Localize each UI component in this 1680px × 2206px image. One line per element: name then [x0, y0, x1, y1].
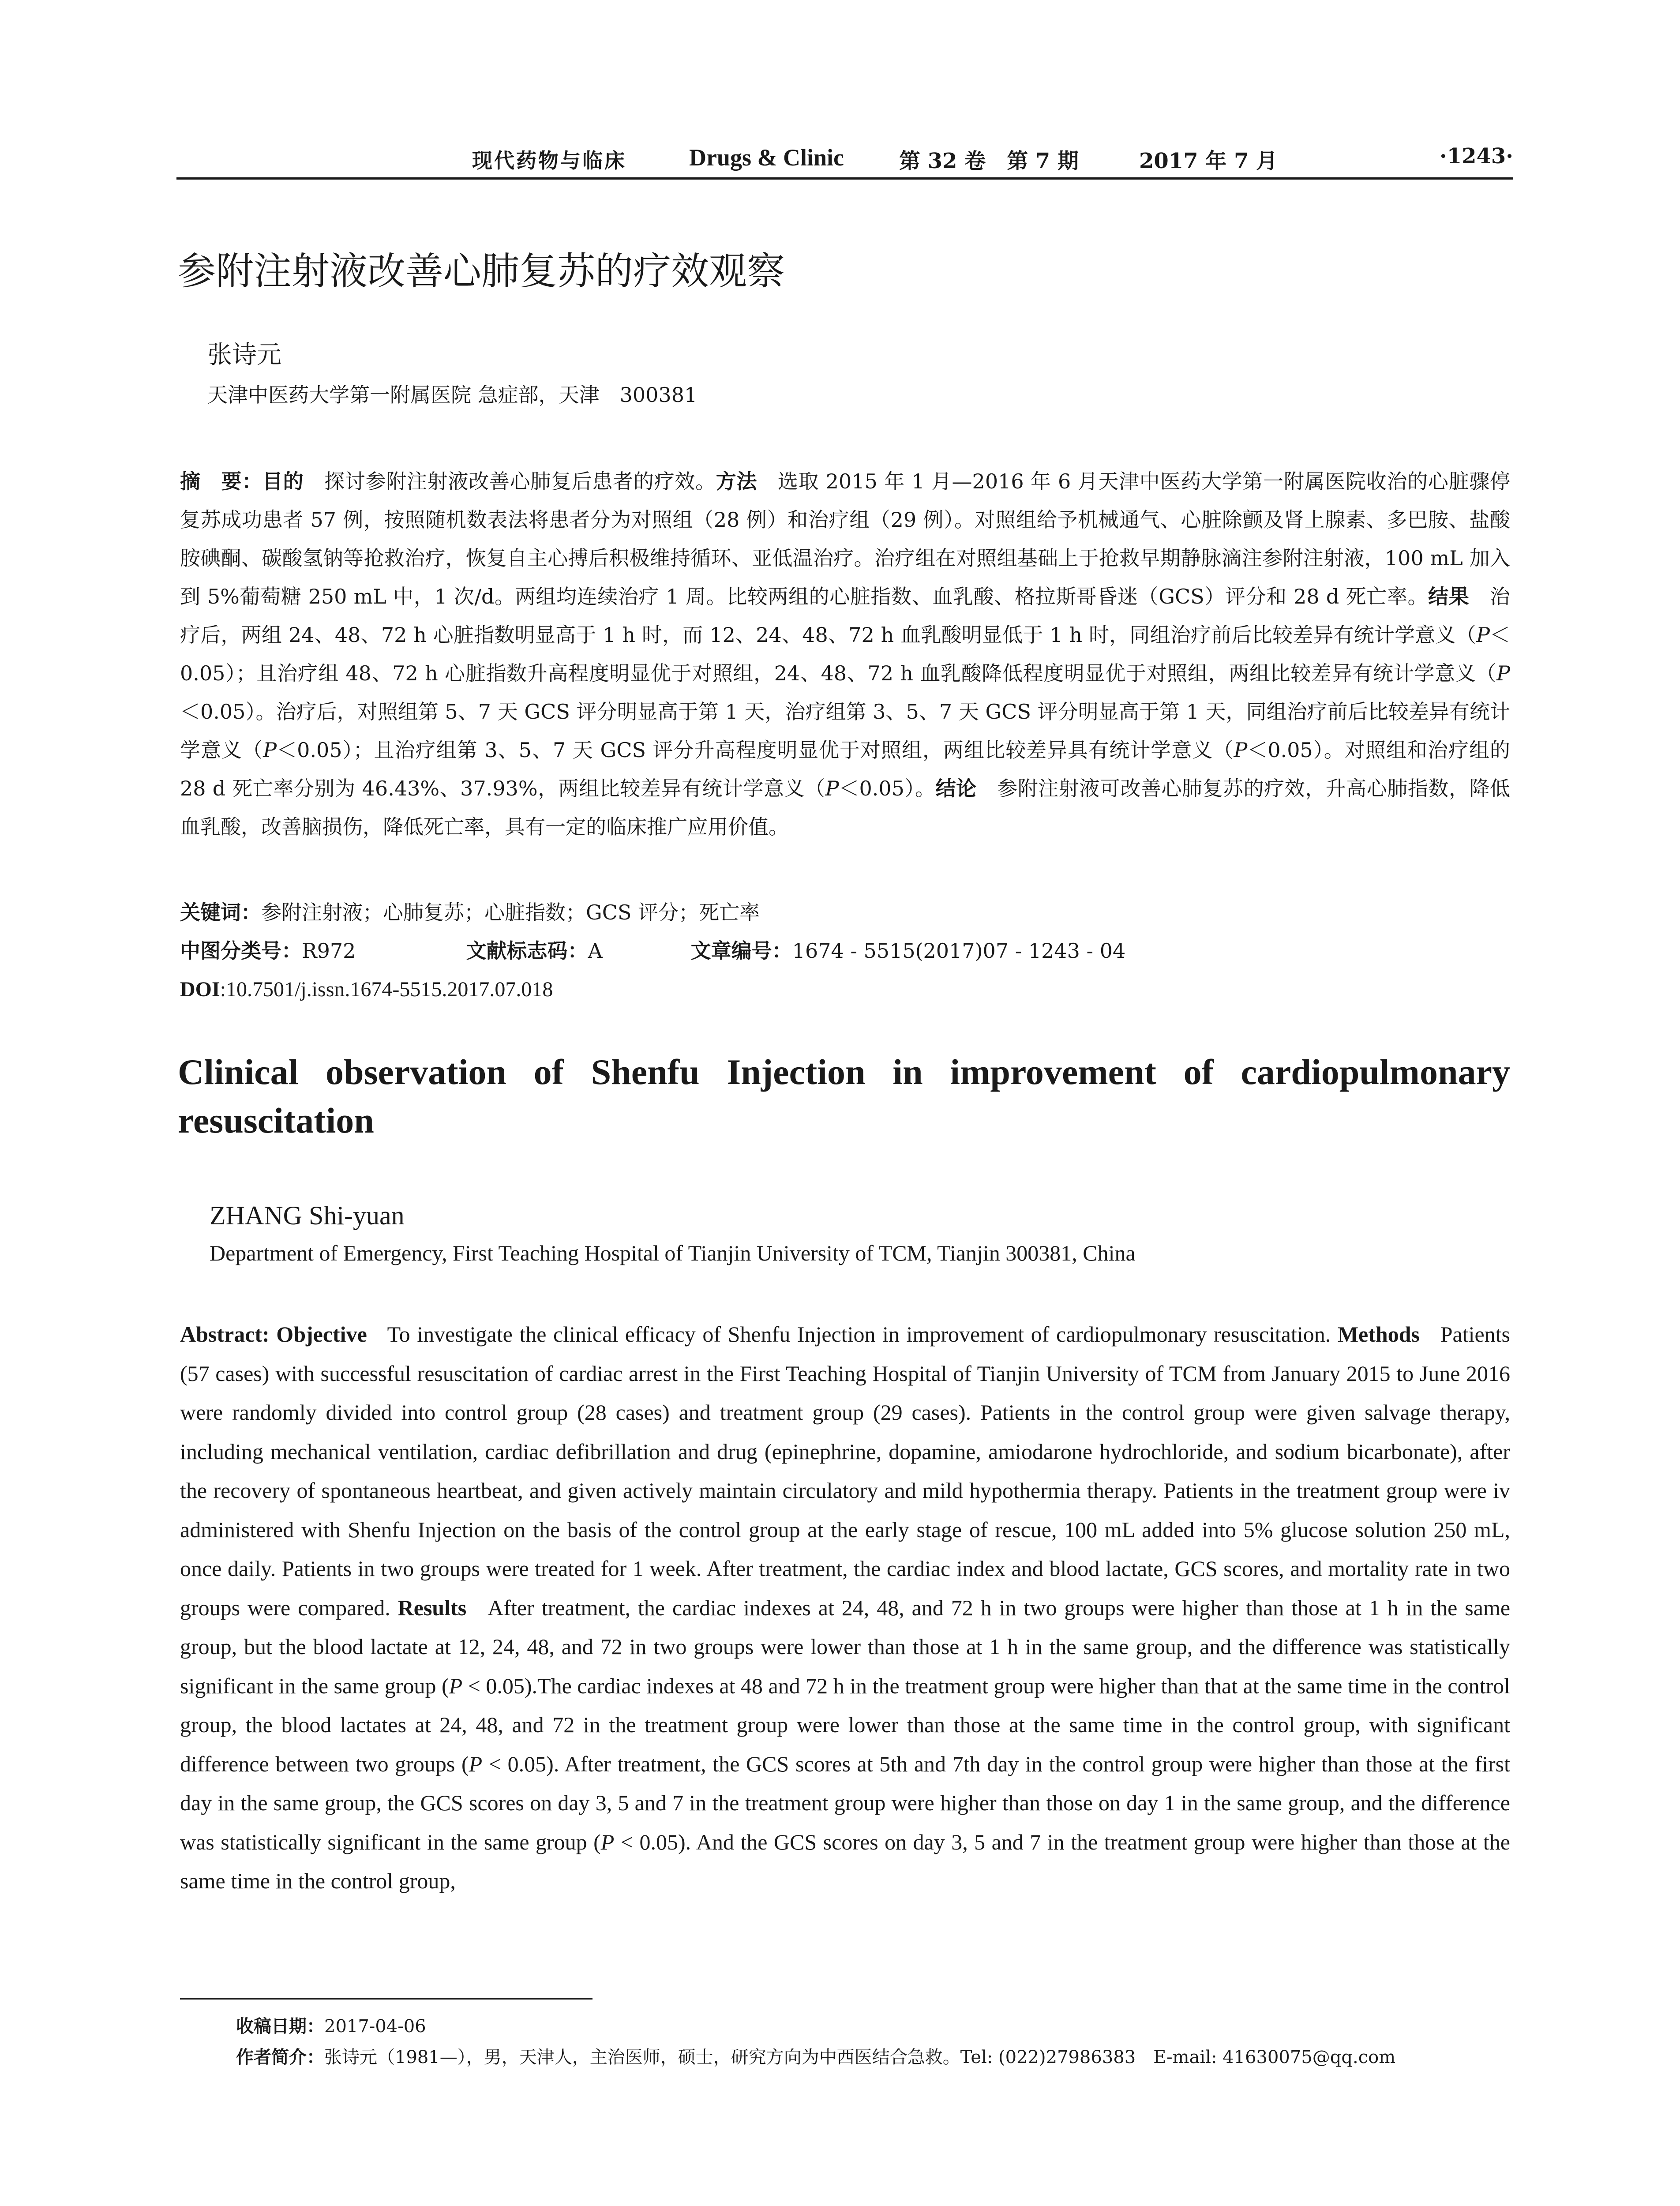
- methods-text-en: Patients (57 cases) with successful resuscitation of cardiac arrest in the First Teaching Hospital of Tianjin University of TCM from January 2015 to June 2016 were randomly divided into control group (28 cases) and treatment group (29 cases). Patients in the control group were given salvage therapy, including mechanical ventilation, cardiac defibrillation and drug (epinephrine, dopamine, amiodarone hydrochloride, and sodium bicarbonate), after the recovery of spontaneous heartbeat, and given actively maintain circulatory and mild hypothermia therapy. Patients in the treatment group were iv administered with Shenfu Injection on the basis of the control group at the early stage of rescue, 100 mL added into 5% glucose solution 250 mL, once daily. Patients in two groups were treated for 1 week. After treatment, the cardiac index and blood lactate, GCS scores, and mortality rate in two groups were compared.: [180, 1322, 1511, 1620]
- article-title-cn: 参附注射液改善心肺复苏的疗效观察: [178, 249, 785, 293]
- author-cn: 张诗元: [207, 341, 281, 369]
- article-number-label: 文章编号：: [690, 939, 792, 963]
- p-value-symbol: P: [469, 1751, 483, 1776]
- received-label: 收稿日期：: [236, 2016, 324, 2037]
- results-text-cn: ＜0.05）；且治疗组 48、72 h 心脏指数升高程度明显优于对照组，24、48、72 h 血乳酸降低程度明显优于对照组，两组比较差异有统计学意义（: [180, 623, 1510, 685]
- affiliation-en: Department of Emergency, First Teaching Hospital of Tianjin University of TCM, Tianjin 300381, China: [210, 1241, 1136, 1265]
- results-text-cn: 治疗后，两组 24、48、72 h 心脏指数明显高于 1 h 时，而 12、24、48、72 h 血乳酸明显低于 1 h 时，同组治疗前后比较差异有统计学意义（: [180, 585, 1511, 647]
- objective-text-cn: 探讨参附注射液改善心肺复后患者的疗效。: [324, 469, 716, 493]
- footnote-received: [236, 2011, 426, 2042]
- p-value-symbol: P: [600, 1829, 615, 1854]
- abstract-en: [180, 1315, 1510, 1901]
- abstract-label-en: Abstract:: [180, 1322, 270, 1347]
- results-text-en: < 0.05). After treatment, the GCS scores at 5th and 7th day in the control group were higher than those at the first day in the same group, the GCS scores on day 3, 5 and 7 in the treatment group were higher than those on day 1 in the same group, and the difference was statistically significant in the same group (: [180, 1751, 1510, 1854]
- article-number: 1674 - 5515(2017)07 - 1243 - 04: [792, 939, 1126, 963]
- document-code-label: 文献标志码：: [466, 939, 588, 963]
- conclusion-text-cn: 参附注射液可改善心肺复苏的疗效，升高心肺指数，降低血乳酸，改善脑损伤，降低死亡率，具有一定的临床推广应用价值。: [180, 777, 1511, 839]
- affiliation-cn: 天津中医药大学第一附属医院 急症部，天津 300381: [207, 383, 698, 407]
- objective-label-en: Objective: [276, 1322, 367, 1347]
- header-rule: [176, 177, 1513, 180]
- results-label-en: Results: [398, 1595, 467, 1620]
- doi-label: DOI: [180, 978, 220, 1001]
- results-text-en: < 0.05). And the GCS scores on day 3, 5 and 7 in the treatment group were higher than those at the same time in the control group,: [180, 1829, 1510, 1893]
- running-header: [176, 140, 1513, 176]
- doi-value[interactable]: :10.7501/j.issn.1674-5515.2017.07.018: [220, 978, 553, 1001]
- journal-name-en: Drugs & Clinic: [689, 144, 844, 171]
- keywords-label-cn: 关键词：: [180, 900, 261, 924]
- article-title-en: Clinical observation of Shenfu Injection in improvement of cardiopulmonary resuscitation: [178, 1052, 1510, 1141]
- results-text-en: After treatment, the cardiac indexes at 24, 48, and 72 h in two groups were higher than those at 1 h in the same group, but the blood lactate at 12, 24, 48, and 72 in two groups were lower than those at 1 h in the same group, and the difference was statistically significant in the same group (: [180, 1595, 1511, 1698]
- doi-line: [180, 970, 553, 1009]
- clc-label: 中图分类号：: [180, 939, 302, 963]
- methods-label-cn: 方法: [716, 469, 758, 493]
- results-text-cn: ＜0.05）。治疗后，对照组第 5、7 天 GCS 评分明显高于第 1 天，治疗组第 3、5、7 天 GCS 评分明显高于第 1 天，同组治疗前后比较差异有统计学意义（: [180, 700, 1510, 762]
- footnote-rule: [180, 1998, 592, 2000]
- objective-text-en: To investigate the clinical efficacy of Shenfu Injection in improvement of cardiopulmonary resuscitation.: [387, 1322, 1331, 1347]
- p-value-symbol: P: [825, 777, 839, 800]
- p-value-symbol: P: [1496, 661, 1510, 685]
- results-text-cn: ＜0.05）。对照组和治疗组的 28 d 死亡率分别为 46.43%、37.93%，两组比较差异有统计学意义（: [180, 738, 1511, 800]
- results-label-cn: 结果: [1428, 585, 1470, 608]
- issue-date: 2017 年 7 月: [1139, 149, 1278, 173]
- results-text-en: < 0.05).The cardiac indexes at 48 and 72 h in the treatment group were higher than that at the same time in the control group, the blood lactates at 24, 48, and 72 in the treatment group were lower than those at the same time in the control group, with significant difference between two groups (: [180, 1673, 1510, 1776]
- objective-label-cn: 目的: [262, 469, 304, 493]
- clc-number: R972: [302, 939, 356, 963]
- bio-text: 张诗元（1981—），男，天津人，主治医师，硕士，研究方向为中西医结合急救。Tel: (022)27986383 E-mail: 41630075@qq.com: [324, 2047, 1396, 2067]
- conclusion-label-cn: 结论: [935, 777, 977, 800]
- received-date: 2017-04-06: [324, 2016, 426, 2037]
- bio-label: 作者简介：: [236, 2047, 324, 2067]
- keywords-text-cn: 参附注射液；心肺复苏；心脏指数；GCS 评分；死亡率: [261, 900, 760, 924]
- results-text-cn: ＜0.05）；且治疗组第 3、5、7 天 GCS 评分升高程度明显优于对照组，两组比较差异具有统计学意义（: [277, 738, 1234, 762]
- keywords-cn: [180, 893, 760, 932]
- results-text-cn: ＜0.05）。: [839, 777, 936, 800]
- p-value-symbol: P: [1234, 738, 1248, 762]
- page-number: ·1243·: [1439, 144, 1513, 169]
- abstract-cn: [180, 462, 1510, 846]
- volume-issue: 第 32 卷 第 7 期: [899, 149, 1079, 173]
- methods-label-en: Methods: [1337, 1322, 1420, 1347]
- p-value-symbol: P: [263, 738, 277, 762]
- abstract-label-cn: 摘 要：: [180, 469, 262, 493]
- journal-name-cn: 现代药物与临床: [472, 149, 626, 173]
- p-value-symbol: P: [1476, 623, 1490, 647]
- classification-line: [180, 932, 1125, 970]
- methods-text-cn: 选取 2015 年 1 月—2016 年 6 月天津中医药大学第一附属医院收治的心脏骤停复苏成功患者 57 例，按照随机数表法将患者分为对照组（28 例）和治疗组（29 例）。对照组给予机械通气、心脏除颤及肾上腺素、多巴胺、盐酸胺碘酮、碳酸氢钠等抢救治疗，恢复自主心搏后积极维持循环、亚低温治疗。治疗组在对照组基础上于抢救早期静脉滴注参附注射液，100 mL 加入到 5%葡萄糖 250 mL 中，1 次/d。两组均连续治疗 1 周。比较两组的心脏指数、血乳酸、格拉斯哥昏迷（GCS）评分和 28 d 死亡率。: [180, 469, 1511, 608]
- document-code: A: [588, 939, 603, 963]
- footnote-author-bio: [236, 2042, 1395, 2073]
- author-en: ZHANG Shi-yuan: [210, 1201, 405, 1230]
- p-value-symbol: P: [449, 1673, 463, 1698]
